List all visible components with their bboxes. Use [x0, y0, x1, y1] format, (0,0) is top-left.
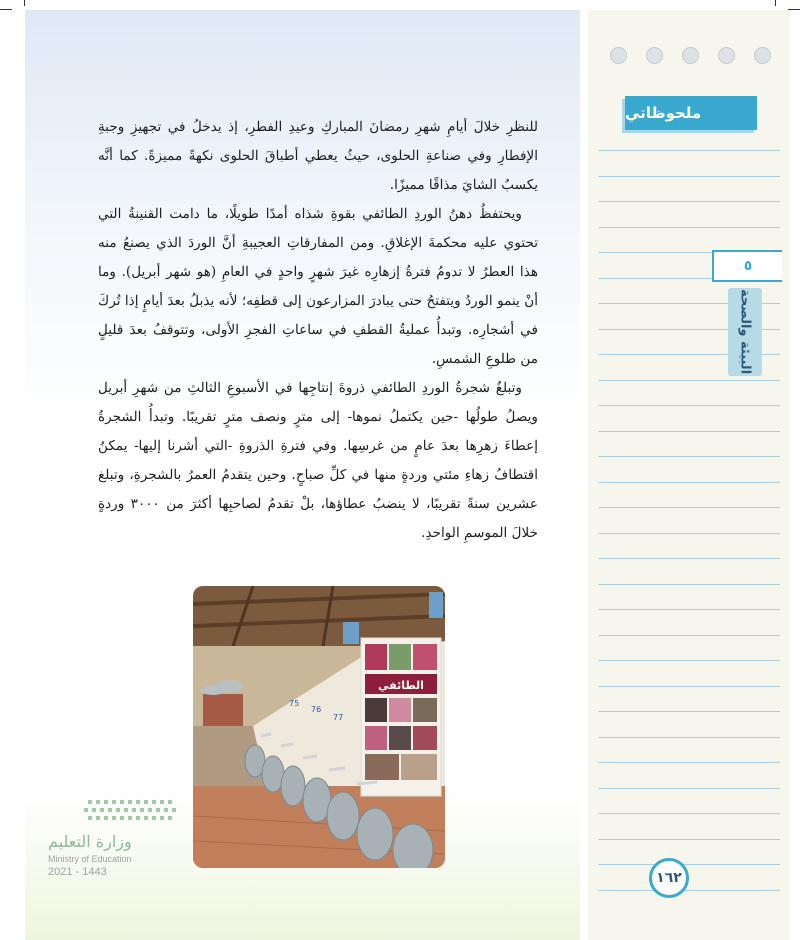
note-line — [598, 711, 780, 712]
note-line — [598, 482, 780, 483]
ministry-name-en: Ministry of Education — [48, 854, 132, 864]
paragraph: ويحتفظُ دهنُ الوردِ الطائفي بقوةِ شذاه أمدًا طويلًا، ما دامت القنينةُ التي تحتوي عليه محكمةَ الإغلاقِ. ومن المفارقاتِ العجيبةِ أنَّ الوردَ الذي يصنعُ منه هذا العطرُ لا تدومُ فترةُ إزهارِه غيرَ شهرٍ واحدٍ في العامِ (هو شهر أبريل). وما أنْ ينمو الوردُ ويتفتحُ حتى يبادرَ المزارعون إلى قطفِه؛ لأنه يذبلُ بعدَ أيامٍ إذا تُركَ في أشجارِه. وتبدأُ عمليةُ القطفِ في ساعاتِ الفجرِ الأولى، وتتوقفُ بعدَ قليلٍ من طلوعِ الشمسِ. — [98, 206, 538, 367]
binder-hole — [718, 47, 735, 64]
crop-mark — [0, 9, 12, 10]
note-line — [598, 788, 780, 789]
paragraph: للنظرِ خلالَ أيامِ شهرِ رمضانَ المباركِ وعيدِ الفطرِ، إذ يدخلُ في تجهيزِ وجبةِ الإفطارِ وفي صناعةِ الحلوى، حيثُ يعطي أطباقَ الحلوى نكهةً مميزةً. كما أنَّه يكسبُ الشايَ مذاقًا مميزًا. — [98, 119, 538, 193]
note-line — [598, 405, 780, 406]
photo-illustration — [193, 586, 445, 868]
crop-mark — [24, 0, 25, 6]
tank-number: 75 — [289, 699, 300, 708]
note-line — [598, 201, 780, 202]
chapter-label: البيئة والصحة — [737, 289, 753, 375]
note-line — [598, 635, 780, 636]
page-number: ١٦٢ — [649, 858, 689, 898]
note-line — [598, 864, 780, 865]
paragraph: وتبلغُ شجرةُ الوردِ الطائفي ذروةَ إنتاجِها في الأسبوعِ الثالثِ من شهرِ أبريل ويصلُ طولُها -حين يكتملُ نموها- إلى مترٍ ونصف مترٍ تقريبًا. وتبدأُ الشجرةُ إعطاءَ زهرِها بعدَ عامٍ من غرسِها. وفي فترةِ الذروةِ -التي أشرنا إليها- يمكنُ اقتطافُ زهاءِ مئتي وردةٍ منها في كلِّ صباحٍ. وحين يتقدمُ العمرُ بالشجرةِ، وتبلغ عشرين سنةً تقريبًا، لا ينضبُ عطاؤها، بلْ تقدمُ لصاحبِها أكثرَ من ٣٠٠٠ وردةٍ خلالَ الموسمِ الواحدِ. — [98, 380, 538, 541]
note-line — [598, 150, 780, 151]
ministry-year: 2021 - 1443 — [48, 866, 107, 878]
banner-text: الطائفي — [378, 679, 424, 692]
notes-title: ملحوظاتي — [625, 96, 757, 130]
note-line — [598, 176, 780, 177]
note-line — [598, 584, 780, 585]
binder-hole — [610, 47, 627, 64]
chapter-label-tab — [728, 288, 762, 376]
note-line — [598, 380, 780, 381]
note-line — [598, 660, 780, 661]
note-line — [598, 737, 780, 738]
note-line — [598, 533, 780, 534]
note-line — [598, 456, 780, 457]
binder-hole — [682, 47, 699, 64]
note-line — [598, 558, 780, 559]
chapter-number-box — [712, 250, 782, 282]
binder-hole — [754, 47, 771, 64]
note-line — [598, 686, 780, 687]
note-line — [598, 839, 780, 840]
note-line — [598, 227, 780, 228]
tank-number: 77 — [333, 713, 344, 722]
note-line — [598, 609, 780, 610]
note-line — [598, 762, 780, 763]
note-line — [598, 813, 780, 814]
binder-hole — [646, 47, 663, 64]
crop-mark — [775, 0, 776, 6]
rose-oil-factory-photo — [193, 586, 445, 868]
chapter-number: ٥ — [743, 258, 753, 274]
article-body — [98, 113, 538, 548]
note-line — [598, 890, 780, 891]
note-line — [598, 431, 780, 432]
note-line — [598, 507, 780, 508]
ministry-logo — [48, 800, 188, 885]
tank-number: 76 — [311, 705, 322, 714]
ministry-name-ar: وزارة التعليم — [48, 832, 132, 851]
